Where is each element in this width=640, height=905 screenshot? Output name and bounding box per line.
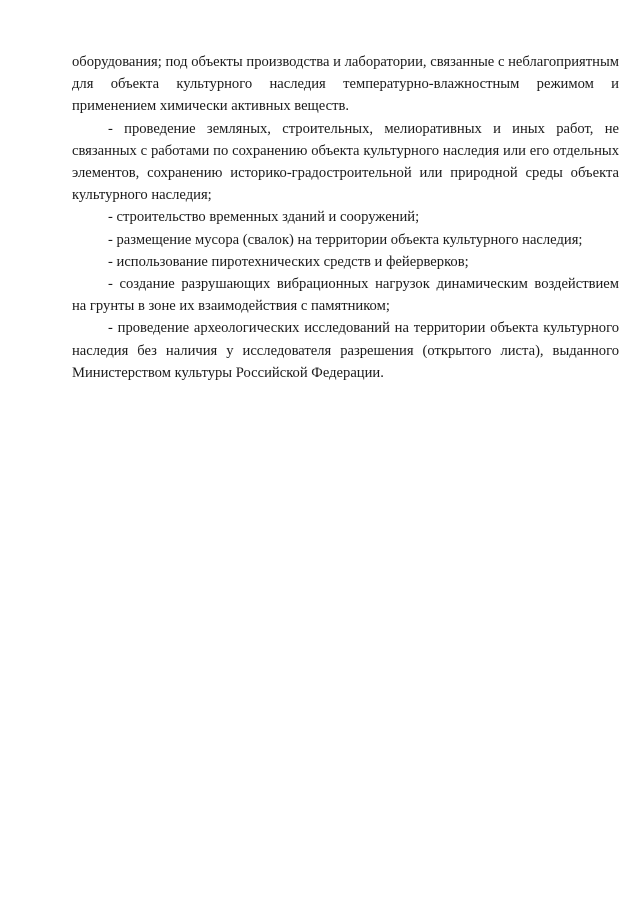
list-item-garbage-dumps: - размещение мусора (свалок) на территории объекта культурного наследия;: [108, 231, 583, 248]
list-item-vibration-loads: - создание разрушающих вибрационных нагрузок динамическим воздействием на грунты в зоне их взаимодействия с памятником;: [72, 276, 619, 315]
list-item-temporary-buildings: - строительство временных зданий и сооружений;: [108, 209, 420, 226]
paragraph-equipment-continuation: оборудования; под объекты производства и лаборатории, связанные с неблагоприятным для объекта культурного наследия температурно-влажностным режимом и применением химически активных веществ.: [72, 54, 619, 115]
list-item-earthworks: - проведение земляных, строительных, мелиоративных и иных работ, не связанных с работами по сохранению объекта культурного наследия или его отдельных элементов, сохранению историко-градостроительной или природной среды объекта культурного наследия;: [72, 120, 619, 204]
list-item-archaeological-research: - проведение археологических исследований на территории объекта культурного наследия без наличия у исследователя разрешения (открытого листа), выданного Министерством культуры Российской Федерации.: [72, 320, 619, 381]
document-page: [72, 51, 619, 384]
list-item-pyrotechnics: - использование пиротехнических средств и фейерверков;: [108, 253, 469, 270]
